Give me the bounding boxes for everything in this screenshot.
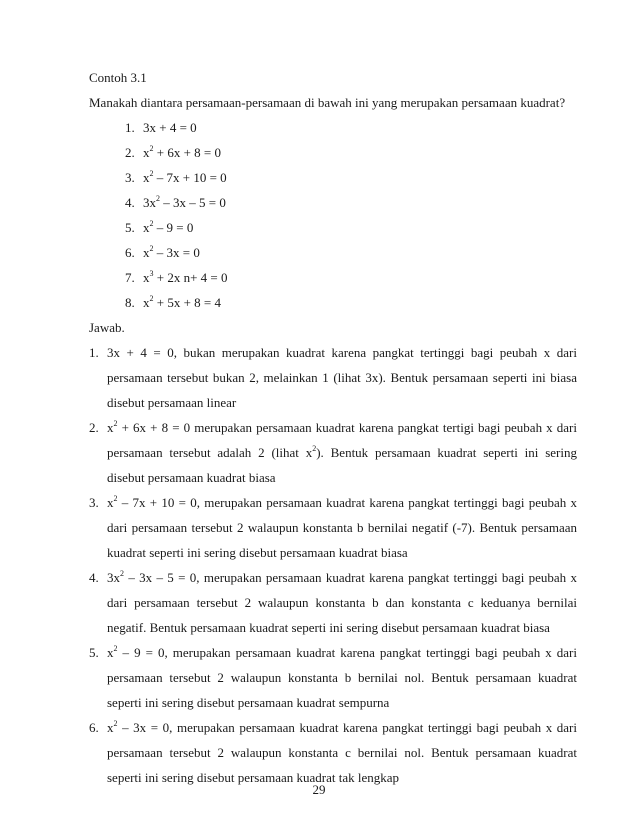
answer-text: $x^2 - 3x = 0$, merupakan persamaan kuadrat karena pangkat tertinggi bagi peubah x dari persamaan tersebut 2 walaupun konstanta c bernilai nol. Bentuk persamaan kuadrat seperti ini sering disebut persamaan kuadrat tak lengkap xyxy=(107,719,577,785)
answer-item xyxy=(89,340,577,415)
question-number: 6. xyxy=(125,245,135,260)
question-item xyxy=(89,165,577,190)
answer-text: $3x^2 - 3x - 5 = 0$, merupakan persamaan kuadrat karena pangkat tertinggi bagi peubah x dari persamaan tersebut 2 walaupun konstanta b dan konstanta c keduanya bernilai negatif. Bentuk persamaan kuadrat seperti ini sering disebut persamaan kuadrat biasa xyxy=(107,569,577,635)
question-item xyxy=(89,140,577,165)
question-item xyxy=(89,240,577,265)
intro-paragraph xyxy=(89,90,577,115)
answer-text: 3x + 4 = 0, bukan merupakan kuadrat karena pangkat tertinggi bagi peubah x dari persamaan tersebut bukan 2, melainkan 1 (lihat 3x). Bentuk persamaan seperti ini biasa disebut persamaan linear xyxy=(107,345,577,410)
question-equation: $3x^2 - 3x - 5 = 0$ xyxy=(143,194,226,210)
answer-item xyxy=(89,415,577,490)
question-equation: $x^2 + 5x + 8 = 4$ xyxy=(143,294,221,310)
question-equation: $x^2 - 9 = 0$ xyxy=(143,219,194,235)
answer-number: 1. xyxy=(89,345,99,360)
question-equation: $x^2 + 6x + 8 = 0$ xyxy=(143,144,221,160)
answer-label: Jawab. xyxy=(89,320,125,335)
question-item xyxy=(89,115,577,140)
question-number: 8. xyxy=(125,295,135,310)
question-equation: $x^2 - 7x + 10 = 0$ xyxy=(143,169,227,185)
answer-text: $x^2 - 9 = 0$, merupakan persamaan kuadrat karena pangkat tertinggi bagi peubah x dari persamaan tersebut 2 walaupun konstanta b bernilai nol. Bentuk persamaan kuadrat seperti ini sering disebut persamaan kuadrat sempurna xyxy=(107,644,577,710)
answer-item xyxy=(89,565,577,640)
intro-text: Manakah diantara persamaan-persamaan di bawah ini yang merupakan persamaan kuadrat? xyxy=(89,95,566,110)
page-content xyxy=(89,65,577,790)
question-item xyxy=(89,265,577,290)
answer-item xyxy=(89,640,577,715)
answer-text: $x^2 - 7x + 10 = 0$, merupakan persamaan kuadrat karena pangkat tertinggi bagi peubah x dari persamaan tersebut 2 walaupun konstanta b bernilai negatif (-7). Bentuk persamaan kuadrat seperti ini sering disebut persamaan kuadrat biasa xyxy=(107,494,577,560)
question-equation: $x^3 + 2x$ n+ 4 = 0 xyxy=(143,269,228,285)
example-heading: Contoh 3.1 xyxy=(89,70,147,85)
answer-text: $x^2 + 6x + 8 = 0$ merupakan persamaan kuadrat karena pangkat tertigi bagi peubah x dari persamaan tersebut adalah 2 (lihat $x^2$). Bentuk persamaan kuadrat seperti ini sering disebut persamaan kuadrat biasa xyxy=(107,419,578,485)
question-item xyxy=(89,215,577,240)
question-number: 7. xyxy=(125,270,135,285)
answer-number: 2. xyxy=(89,420,99,435)
question-number: 1. xyxy=(125,120,135,135)
answer-number: 5. xyxy=(89,645,99,660)
question-number: 3. xyxy=(125,170,135,185)
answer-item xyxy=(89,490,577,565)
question-item xyxy=(89,290,577,315)
answer-item xyxy=(89,715,577,790)
question-number: 5. xyxy=(125,220,135,235)
page-number: 29 xyxy=(312,782,326,797)
answer-number: 4. xyxy=(89,570,99,585)
question-equation: 3x + 4 = 0 xyxy=(143,120,197,135)
question-list xyxy=(89,115,577,315)
question-number: 4. xyxy=(125,195,135,210)
answer-list xyxy=(89,340,577,790)
question-number: 2. xyxy=(125,145,135,160)
question-item xyxy=(89,190,577,215)
question-equation: $x^2 - 3x = 0$ xyxy=(143,244,200,260)
answer-number: 3. xyxy=(89,495,99,510)
answer-number: 6. xyxy=(89,720,99,735)
